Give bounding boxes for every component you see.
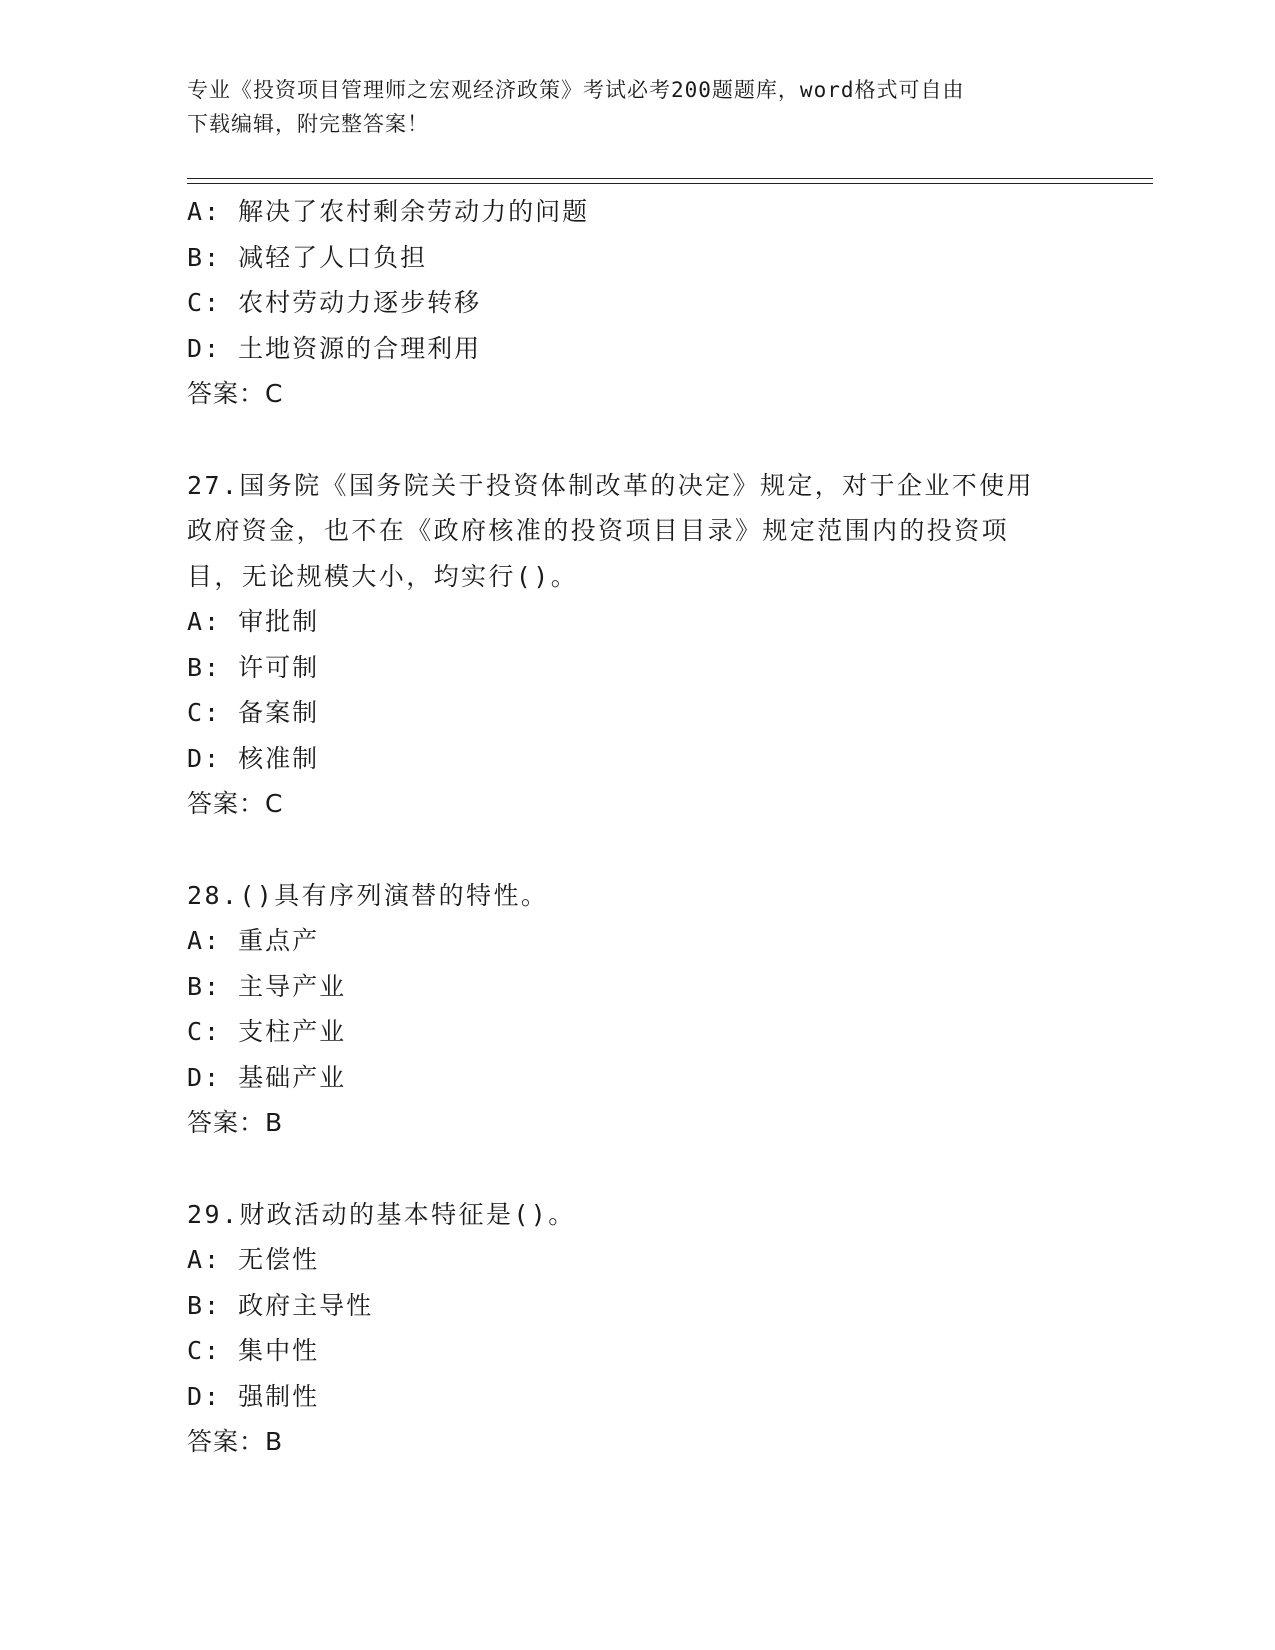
answer: 答案：C bbox=[187, 789, 284, 818]
header-divider-bottom bbox=[187, 183, 1153, 184]
option-d: D: 基础产业 bbox=[187, 1062, 347, 1092]
option-c: C: 农村劳动力逐步转移 bbox=[187, 288, 482, 317]
option-c: C: 支柱产业 bbox=[187, 1017, 347, 1046]
option-a: A: 无偿性 bbox=[187, 1245, 320, 1274]
option-b: B: 主导产业 bbox=[187, 971, 347, 1001]
question-text-line-3: 目，无论规模大小，均实行()。 bbox=[187, 561, 579, 591]
option-b: B: 减轻了人口负担 bbox=[187, 242, 428, 272]
option-a: A: 解决了农村剩余劳动力的问题 bbox=[187, 197, 590, 226]
option-c: C: 备案制 bbox=[187, 698, 320, 727]
question-text-line-2: 政府资金，也不在《政府核准的投资项目目录》规定范围内的投资项 bbox=[187, 516, 1010, 545]
question-text-line-1: 29.财政活动的基本特征是()。 bbox=[187, 1199, 576, 1229]
option-c: C: 集中性 bbox=[187, 1336, 320, 1365]
answer: 答案：B bbox=[187, 1427, 284, 1456]
header-divider-top bbox=[187, 178, 1153, 179]
option-a: A: 重点产 bbox=[187, 926, 320, 955]
answer: 答案：C bbox=[187, 379, 284, 408]
header-line-1: 专业《投资项目管理师之宏观经济政策》考试必考200题题库，word格式可自由 bbox=[187, 78, 965, 102]
option-b: B: 许可制 bbox=[187, 652, 320, 682]
header-line-2: 下载编辑，附完整答案！ bbox=[187, 112, 429, 136]
question-text-line-1: 27.国务院《国务院关于投资体制改革的决定》规定，对于企业不使用 bbox=[187, 470, 1034, 500]
question-list bbox=[187, 189, 1087, 1465]
option-d: D: 土地资源的合理利用 bbox=[187, 333, 482, 363]
answer: 答案：B bbox=[187, 1108, 284, 1137]
option-d: D: 强制性 bbox=[187, 1381, 320, 1411]
question-27 bbox=[187, 463, 1087, 827]
option-d: D: 核准制 bbox=[187, 743, 320, 773]
option-b: B: 政府主导性 bbox=[187, 1290, 374, 1320]
option-a: A: 审批制 bbox=[187, 607, 320, 636]
document-header bbox=[187, 73, 1087, 141]
question-text-line-1: 28.()具有序列演替的特性。 bbox=[187, 880, 549, 910]
question-28 bbox=[187, 873, 1087, 1146]
question-26 bbox=[187, 189, 1087, 417]
question-29 bbox=[187, 1192, 1087, 1465]
